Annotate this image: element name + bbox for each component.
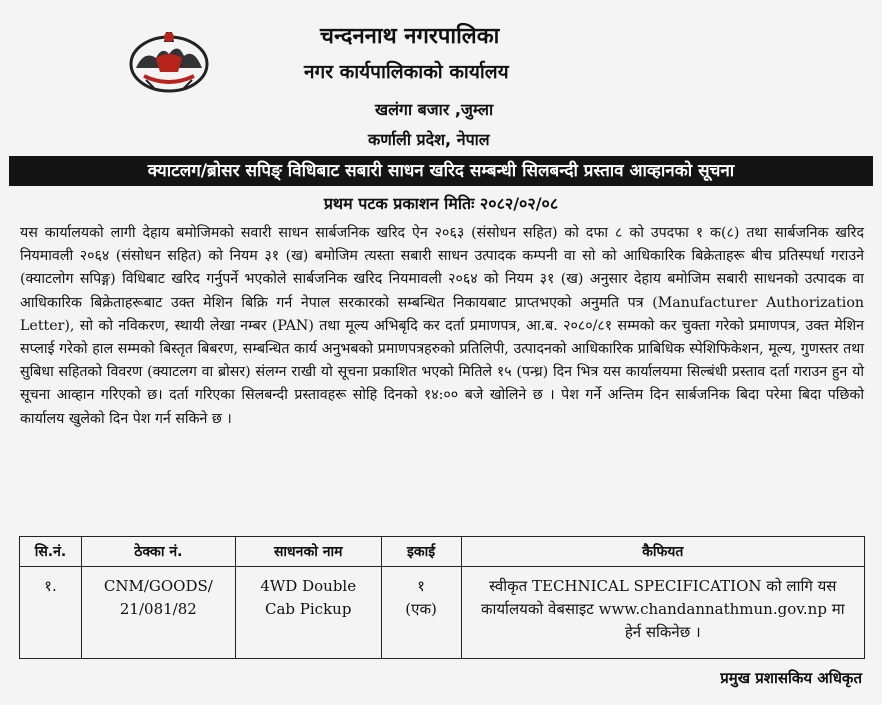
municipality-name: चन्दननाथ नगरपालिका <box>320 24 500 49</box>
cell-sn: १. <box>20 567 82 659</box>
office-address: खलंगा बजार ,जुम्ला <box>375 100 494 119</box>
notice-body: यस कार्यालयको लागी देहाय बमोजिमको सवारी साधन सार्बजनिक खरिद ऐन २०६३ (संसोधन सहित) को दफा ८ को उपदफा १ क(८) तथा सार्बजनिक खरिद नियमावली २०६४ (संसोधन सहित) को नियम ३१ (ख) बमोजिम त्यस्ता सबारी साधन उत्पादक कम्पनी वा सो को आधिकारिक बिक्रेताहरू बीच प्रतिस्पर्धा गराउने (क्याटलोग सपिङ्ग) विधिबाट खरिद गर्नुपर्ने भएकोले सार्बजनिक खरिद नियमावली २०६४ को नियम ३१ (ख) अनुसार देहाय बमोजिम सबारी साधनको उत्पादक वा आधिकारिक बिक्रेताहरूबाट उक्त मेशिन बिक्रि गर्न नेपाल सरकारको सम्बन्धित निकायबाट प्राप्तभएको अनुमति पत्र (Manufacturer Authorization Letter), सो को नविकरण, स्थायी लेखा नम्बर (PAN) तथा मूल्य अभिबृदि कर दर्ता प्रमाणपत्र, आ.ब. २०८०/८१ सम्मको कर चुक्ता गरेको प्रमाणपत्र, उक्त मेशिन सप्लाई गरेको हाल सम्मको बिस्तृत बिबरण, सम्बन्धित कार्य अनुभबको प्रमाणपत्रहरुको प्रतिलिपी, उत्पादनको आधिकारिक प्राबिधिक स्पेशिफिकेशन, मूल्य, गुणस्तर तथा सुबिधा सहितको विवरण (क्याटलग वा ब्रोसर) संलग्न राखी यो सूचना प्रकाशित भएको मितिले १५ (पन्ध्र) दिन भित्र यस कार्यालयमा सिल्बंधी प्रस्ताव दर्ता गराउन हुन यो सूचना आव्हान गरिएको छ। दर्ता गरिएका सिलबन्दी प्रस्तावहरू सोहि दिनको १४:०० बजे खोलिने छ । पेश गर्ने अन्तिम दिन सार्बजनिक बिदा परेमा बिदा पछिको कार्यालय खुलेको दिन पेश गर्न सकिने छ । <box>20 225 864 427</box>
col-header-remarks: कैफियत <box>461 537 864 567</box>
table-row <box>20 567 865 659</box>
col-header-unit: इकाई <box>381 537 461 567</box>
nepal-government-emblem-icon <box>126 28 212 94</box>
cell-unit: १ (एक) <box>381 567 461 659</box>
cell-contract: CNM/GOODS/ 21/081/82 <box>81 567 235 659</box>
cell-remarks: स्वीकृत TECHNICAL SPECIFICATION को लागि यस कार्यालयको वेबसाइट www.chandannathmun.gov.np मा हेर्न सकिनेछ । <box>461 567 864 659</box>
col-header-contract: ठेक्का नं. <box>81 537 235 567</box>
office-province: कर्णाली प्रदेश, नेपाल <box>368 130 490 149</box>
notice-title-banner: क्याटलग/ब्रोसर सपिङ् विधिबाट सबारी साधन खरिद सम्बन्धी सिलबन्दी प्रस्ताव आव्हानको सूचना <box>9 156 873 186</box>
table-header-row <box>20 537 865 567</box>
cell-item: 4WD Double Cab Pickup <box>235 567 381 659</box>
office-name: नगर कार्यपालिकाको कार्यालय <box>304 61 509 83</box>
publication-date: प्रथम पटक प्रकाशन मितिः २०८२/०२/०८ <box>323 194 559 213</box>
procurement-table <box>19 536 865 659</box>
col-header-item: साधनको नाम <box>235 537 381 567</box>
signoff-title: प्रमुख प्रशासकिय अधिकृत <box>720 669 862 687</box>
col-header-sn: सि.नं. <box>20 537 82 567</box>
